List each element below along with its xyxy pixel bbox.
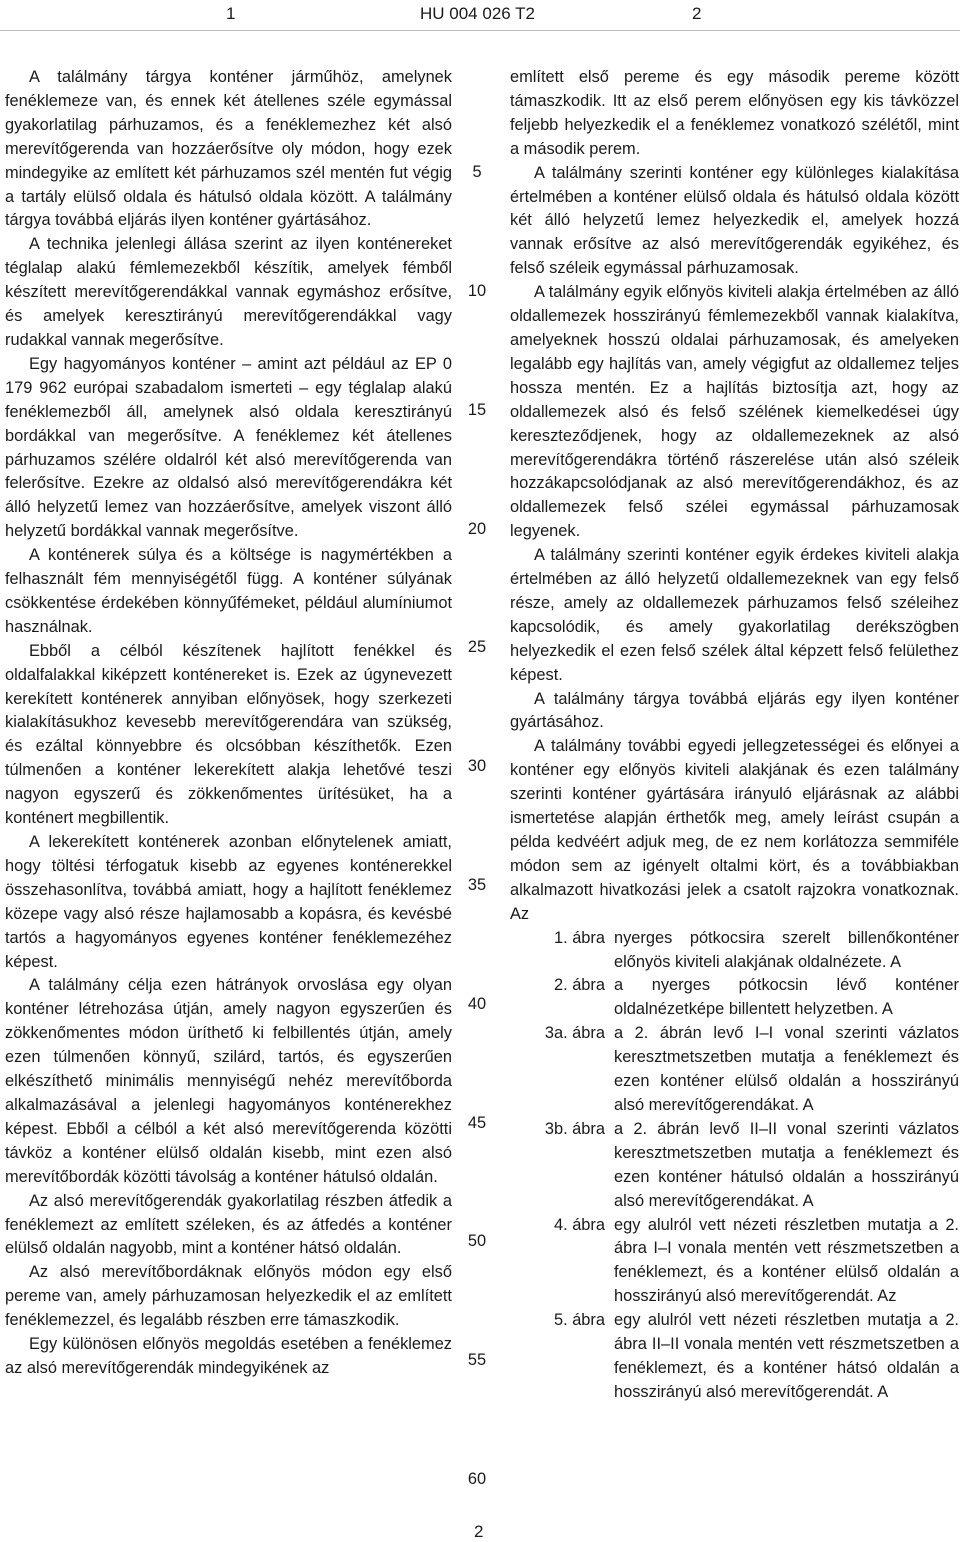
line-number: 45 <box>467 1114 487 1132</box>
figure-description: a nyerges pótkocsin lévő konténer oldalnézetképe billentett helyzetben. A <box>614 976 959 1019</box>
patent-number: HU 004 026 T2 <box>420 4 535 23</box>
line-number: 30 <box>467 757 487 775</box>
paragraph: A találmány tárgya konténer járműhöz, amelynek fenéklemeze van, és ennek két átellenes széle egymással gyakorlatilag párhuzamos, és a fenéklemezhez két alsó merevítőgerenda van hozzáerősítve oly módon, hogy ezek mindegyike az említett két párhuzamos szél mentén fut végig a tartály elülső oldala és hátulsó oldala között. A találmány tárgya továbbá eljárás ilyen konténer gyártásához. <box>5 68 452 230</box>
line-number: 10 <box>467 282 487 300</box>
header-rule <box>0 30 960 31</box>
paragraph: Egy különösen előnyös megoldás esetében a fenéklemez az alsó merevítőgerendák mindegyikének az <box>5 1335 452 1377</box>
left-column <box>5 66 452 1381</box>
paragraph: A találmány további egyedi jellegzetességei és előnyei a konténer egy előnyös kiviteli alakjának és ezen találmány szerinti konténer gyártására irányuló eljárásnak az alábbi ismertetése alapján érthetők meg, amely leírást csupán a példa kedvéért adjuk meg, de ez nem korlátozza semmiféle módon sem az igényelt oltalmi kört, és a továbbiakban alkalmazott hivatkozási jelek a csatolt rajzokra vonatkoznak. Az <box>510 737 959 923</box>
figure-entry <box>510 1118 959 1214</box>
paragraph: Az alsó merevítőbordáknak előnyös módon egy első pereme van, amely párhuzamosan helyezkedik el az említett fenéklemezzel, és legalább részben erre támaszkodik. <box>5 1263 452 1330</box>
paragraph: A találmány szerinti konténer egyik érdekes kiviteli alakja értelmében az álló helyzetű oldallemezeknek van egy felső része, amely az oldallemezek párhuzamos felső széleihez kapcsolódik, és amely gyakorlatilag derékszögben helyezkedik el ezen felső szélek által képzett felső felülethez képest. <box>510 546 959 684</box>
line-number: 60 <box>467 1470 487 1488</box>
line-number: 55 <box>467 1351 487 1369</box>
header-page-left: 1 <box>226 4 236 23</box>
line-number: 40 <box>467 995 487 1013</box>
figure-label: 5. ábra <box>553 1311 605 1330</box>
paragraph: Ebből a célból készítenek hajlított fenékkel és oldalfalakkal kiképzett konténereket is. Ezek az úgynevezett kerekített konténerek annyiban előnyösek, hogy szerkezeti kialakításukhoz kevesebb merevítőgerendára van szükség, és ezáltal könnyebbre és olcsóbban készíthetők. Ezen túlmenően a konténer lekerekített alakja lehetővé teszi nagyon egyszerű és zökkenőmentes ürítésüket, ha a konténert megbillentik. <box>5 641 452 828</box>
figure-label: 3a. ábra <box>544 1024 605 1043</box>
paragraph: A konténerek súlya és a költsége is nagymértékben a felhasznált fém mennyiségétől függ. A konténer súlyának csökkentése érdekében könnyűfémeket, például alumíniumot használnak. <box>5 546 452 636</box>
paragraph: A technika jelenlegi állása szerint az ilyen konténereket téglalap alakú fémlemezekből készítik, amelyek fémből készített merevítőgerendákkal vannak egymáshoz erősítve, és amelyek keresztirányú merevítőgerendákkal vagy rudakkal vannak megerősítve. <box>5 235 452 349</box>
line-number: 20 <box>467 520 487 538</box>
figure-entry <box>510 927 959 975</box>
paragraph: A találmány célja ezen hátrányok orvoslása egy olyan konténer létrehozása útján, amely nagyon egyszerűen és zökkenőmentes módon üríthető ki felbillentés útján, amely ezen túlmenően könnyű, szilárd, tartós, és egyszerűen elkészíthető minimális mennyiségű nehéz merevítőborda alkalmazásával a jelenlegi hagyományos konténerekhez képest. Ebből a célból a két alsó merevítőgerenda közötti távköz a konténer elülső oldalán kisebb, mint ezen alsó merevítőbordák közötti távolság a konténer hátulsó oldalán. <box>5 976 452 1186</box>
figure-label: 2. ábra <box>553 976 605 995</box>
figure-entry <box>510 974 959 1022</box>
line-number: 35 <box>467 876 487 894</box>
figure-label: 3b. ábra <box>544 1119 605 1138</box>
paragraph: A találmány tárgya továbbá eljárás egy ilyen konténer gyártásához. <box>510 689 959 732</box>
figure-entry <box>510 1214 959 1310</box>
figure-label: 1. ábra <box>553 928 605 947</box>
paragraph: Az alsó merevítőgerendák gyakorlatilag részben átfedik a fenéklemezt az említett széleken, és az átfedés a konténer elülső oldalán nagyobb, mint a konténer hátsó oldalán. <box>5 1191 452 1258</box>
paragraph: A találmány szerinti konténer egy különleges kialakítása értelmében a konténer elülső oldala és hátulsó oldala között két álló helyzetű lemez helyezkedik el, amelyek hozzá vannak erősítve az alsó merevítőgerendák egyikéhez, és felső széleik egymással párhuzamosak. <box>510 163 959 278</box>
line-number: 25 <box>467 638 487 656</box>
paragraph: Egy hagyományos konténer – amint azt például az EP 0 179 962 európai szabadalom ismerteti – egy téglalap alakú fenéklemezből áll, amelynek alsó oldala keresztirányú bordákkal van megerősítve. A fenéklemez két átellenes párhuzamos szélére oldalról két alsó merevítőgerenda van felerősítve. Ezekre az oldalsó alsó merevítőgerendákra két álló helyzetű lemez van hozzáerősítve, amelyek viszont álló helyzetű bordákkal vannak megerősítve. <box>5 354 452 541</box>
figure-entry <box>510 1309 959 1405</box>
figure-description: a 2. ábrán levő I–I vonal szerinti vázlatos keresztmetszetben mutatja a fenéklemezt és ezen konténer elülső oldalán a hosszirányú alsó merevítőgerendákat. A <box>614 1024 959 1114</box>
figure-description: egy alulról vett nézeti részletben mutatja a 2. ábra I–I vonala mentén vett részmetszetben a fenéklemezt, és a konténer elülső oldalán a hosszirányú alsó merevítőgerendát. Az <box>614 1215 959 1306</box>
figure-entry <box>510 1022 959 1118</box>
figure-description: egy alulról vett nézeti részletben mutatja a 2. ábra II–II vonala mentén vett részmetszetben a fenéklemezt, és a konténer hátsó oldalán a hosszirányú alsó merevítőgerendát. A <box>614 1311 959 1401</box>
line-number: 5 <box>472 163 482 181</box>
figure-description: a 2. ábrán levő II–II vonal szerinti vázlatos keresztmetszetben mutatja a fenéklemezt és ezen konténer hátulsó oldalán a hosszirányú alsó merevítőgerendákat. A <box>614 1119 959 1210</box>
figure-description: nyerges pótkocsira szerelt billenőkonténer előnyös kiviteli alakjának oldalnézete. A <box>614 928 959 971</box>
paragraph: A találmány egyik előnyös kiviteli alakja értelmében az álló oldallemezek hosszirányú fémlemezekből vannak kialakítva, amelyeknek hosszú oldalai párhuzamosak, és amelyeken legalább egy hajlítás van, amely végigfut az oldallemez teljes hossza mentén. Ez a hajlítás biztosítja azt, hogy az oldallemezek alsó és felső szélének kiemelkedései úgy kereszteződjenek, hogy az oldallemezeknek az alsó merevítőgerendákra történő rászerelése után alsó széleik hozzákapcsolódjanak az alsó merevítőgerendákhoz, és az oldallemezek felső szélei egymással párhuzamosak legyenek. <box>510 283 959 541</box>
figure-list <box>510 927 959 1405</box>
paragraph: A lekerekített konténerek azonban előnytelenek amiatt, hogy töltési térfogatuk kisebb az egyenes konténerekkel összehasonlítva, továbbá amiatt, hogy a hajlított fenéklemez közepe vagy alsó része hajlamosabb a kopásra, és kevésbé tartós a hagyományos egyenes konténer fenéklemezéhez képest. <box>5 833 452 971</box>
header-page-right: 2 <box>692 4 702 23</box>
line-number: 15 <box>467 401 487 419</box>
paragraph-continuation: említett első pereme és egy második pereme között támaszkodik. Itt az első perem előnyösen egy kis távközzel feljebb helyezkedik el a fenéklemez vonatkozó szélétől, mint a második perem. <box>510 68 959 158</box>
figure-label: 4. ábra <box>553 1215 605 1234</box>
right-column <box>510 66 959 1405</box>
line-number: 50 <box>467 1232 487 1250</box>
page-number: 2 <box>474 1522 484 1541</box>
